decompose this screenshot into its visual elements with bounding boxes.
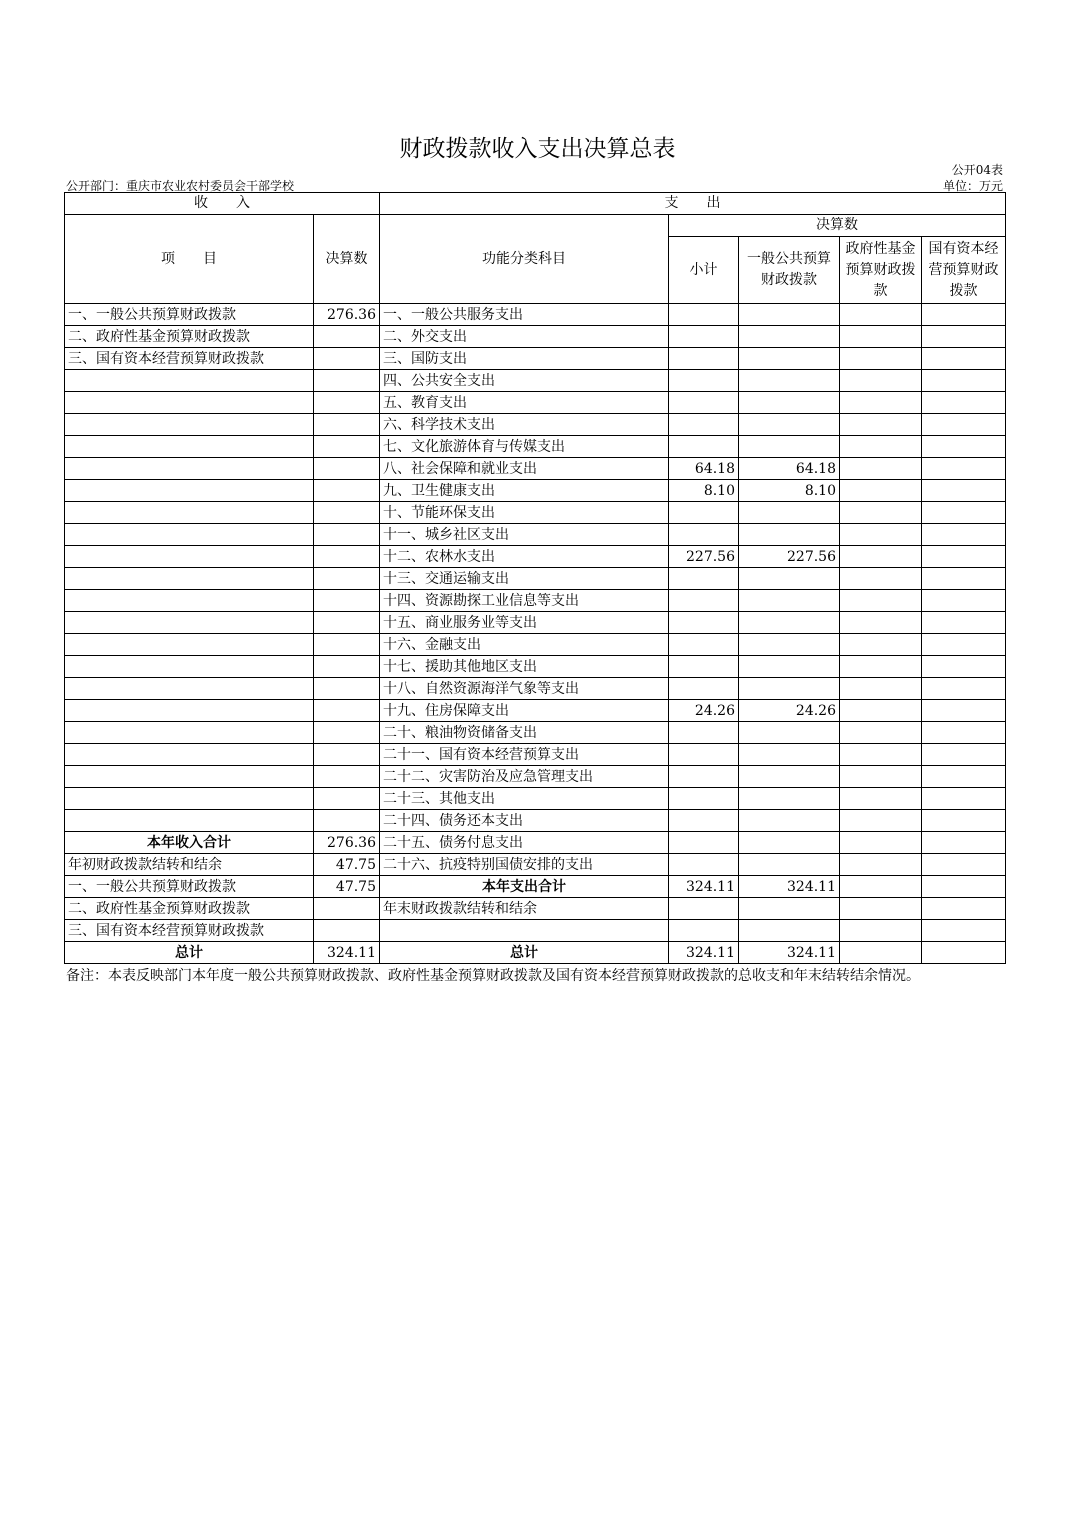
subtotal-cell <box>669 414 739 436</box>
income-amount-cell <box>314 722 380 744</box>
general-budget-cell <box>739 920 840 942</box>
income-amount-cell: 276.36 <box>314 832 380 854</box>
general-budget-cell: 24.26 <box>739 700 840 722</box>
state-capital-cell <box>922 656 1006 678</box>
income-amount-cell <box>314 392 380 414</box>
subtotal-cell <box>669 502 739 524</box>
general-budget-cell: 324.11 <box>739 876 840 898</box>
table-row <box>65 392 1006 414</box>
state-capital-cell <box>922 392 1006 414</box>
state-capital-cell <box>922 546 1006 568</box>
gov-fund-cell <box>840 832 922 854</box>
income-amount-cell <box>314 524 380 546</box>
expense-item-cell: 六、科学技术支出 <box>380 414 669 436</box>
state-capital-cell <box>922 678 1006 700</box>
subtotal-cell <box>669 898 739 920</box>
gov-fund-cell <box>840 700 922 722</box>
subtotal-cell <box>669 436 739 458</box>
general-budget-cell <box>739 436 840 458</box>
general-budget-cell <box>739 810 840 832</box>
gov-fund-cell <box>840 546 922 568</box>
income-item-cell <box>65 370 314 392</box>
state-capital-cell <box>922 876 1006 898</box>
expense-header: 支 出 <box>380 193 1006 215</box>
gov-fund-cell <box>840 568 922 590</box>
state-capital-cell <box>922 348 1006 370</box>
table-row <box>65 700 1006 722</box>
general-budget-cell <box>739 304 840 326</box>
page-title: 财政拨款收入支出决算总表 <box>399 136 676 162</box>
table-row <box>65 458 1006 480</box>
income-amount-cell <box>314 634 380 656</box>
table-row <box>65 502 1006 524</box>
subtotal-cell <box>669 370 739 392</box>
general-budget-cell <box>739 590 840 612</box>
gov-fund-cell <box>840 458 922 480</box>
table-row <box>65 722 1006 744</box>
income-amount-cell <box>314 898 380 920</box>
expense-item-cell: 十、节能环保支出 <box>380 502 669 524</box>
general-budget-cell <box>739 832 840 854</box>
state-capital-cell <box>922 414 1006 436</box>
income-item-cell <box>65 634 314 656</box>
budget-table <box>64 192 1006 964</box>
general-budget-cell: 64.18 <box>739 458 840 480</box>
income-header: 收 入 <box>65 193 380 215</box>
general-budget-cell <box>739 766 840 788</box>
subtotal-cell <box>669 392 739 414</box>
state-capital-cell <box>922 370 1006 392</box>
expense-item-cell: 十一、城乡社区支出 <box>380 524 669 546</box>
expense-item-cell: 五、教育支出 <box>380 392 669 414</box>
income-item-cell: 三、国有资本经营预算财政拨款 <box>65 920 314 942</box>
state-capital-cell <box>922 480 1006 502</box>
income-amount-cell: 324.11 <box>314 942 380 964</box>
state-capital-cell <box>922 568 1006 590</box>
income-item-cell <box>65 524 314 546</box>
gov-fund-cell <box>840 348 922 370</box>
table-row <box>65 854 1006 876</box>
income-amount-cell <box>314 656 380 678</box>
subtotal-cell <box>669 634 739 656</box>
state-capital-cell <box>922 700 1006 722</box>
table-row <box>65 436 1006 458</box>
gov-fund-cell <box>840 304 922 326</box>
income-amount-cell <box>314 436 380 458</box>
table-row <box>65 568 1006 590</box>
table-row <box>65 788 1006 810</box>
form-number: 公开04表 <box>951 163 1003 177</box>
income-item-cell <box>65 414 314 436</box>
expense-item-cell: 二十六、抗疫特别国债安排的支出 <box>380 854 669 876</box>
income-item-cell <box>65 700 314 722</box>
general-budget-header: 一般公共预算财政拨款 <box>739 237 840 304</box>
gov-fund-cell <box>840 524 922 546</box>
table-row <box>65 414 1006 436</box>
subtotal-cell <box>669 524 739 546</box>
state-capital-cell <box>922 722 1006 744</box>
state-capital-cell <box>922 524 1006 546</box>
table-row <box>65 634 1006 656</box>
gov-fund-cell <box>840 656 922 678</box>
table-row <box>65 590 1006 612</box>
expense-item-cell: 十九、住房保障支出 <box>380 700 669 722</box>
gov-fund-cell <box>840 678 922 700</box>
general-budget-cell <box>739 854 840 876</box>
subtotal-cell <box>669 810 739 832</box>
expense-item-cell: 二十五、债务付息支出 <box>380 832 669 854</box>
table-row <box>65 348 1006 370</box>
gov-fund-cell <box>840 810 922 832</box>
income-amount-cell <box>314 678 380 700</box>
income-amount-cell <box>314 568 380 590</box>
expense-item-cell: 十六、金融支出 <box>380 634 669 656</box>
gov-fund-cell <box>840 942 922 964</box>
subtotal-cell <box>669 788 739 810</box>
gov-fund-cell <box>840 392 922 414</box>
general-budget-cell <box>739 370 840 392</box>
gov-fund-cell <box>840 920 922 942</box>
table-row <box>65 942 1006 964</box>
gov-fund-cell <box>840 502 922 524</box>
table-row <box>65 832 1006 854</box>
income-amount-cell <box>314 744 380 766</box>
state-capital-cell <box>922 744 1006 766</box>
subtotal-cell <box>669 568 739 590</box>
state-capital-cell <box>922 832 1006 854</box>
general-budget-cell <box>739 502 840 524</box>
gov-fund-cell <box>840 766 922 788</box>
income-item-cell <box>65 678 314 700</box>
state-capital-cell <box>922 612 1006 634</box>
income-item-cell <box>65 392 314 414</box>
item-header: 项 目 <box>65 215 314 304</box>
state-capital-cell <box>922 590 1006 612</box>
gov-fund-cell <box>840 634 922 656</box>
income-amount-cell <box>314 326 380 348</box>
table-row <box>65 744 1006 766</box>
income-item-cell: 二、政府性基金预算财政拨款 <box>65 898 314 920</box>
subtotal-cell <box>669 678 739 700</box>
subtotal-cell <box>669 590 739 612</box>
expense-item-cell: 十八、自然资源海洋气象等支出 <box>380 678 669 700</box>
state-capital-cell <box>922 304 1006 326</box>
general-budget-cell <box>739 414 840 436</box>
income-item-cell <box>65 612 314 634</box>
amount-header: 决算数 <box>314 215 380 304</box>
expense-item-cell: 二十二、灾害防治及应急管理支出 <box>380 766 669 788</box>
income-amount-cell <box>314 920 380 942</box>
state-capital-cell <box>922 788 1006 810</box>
state-capital-cell <box>922 898 1006 920</box>
subtotal-cell <box>669 612 739 634</box>
income-amount-cell <box>314 766 380 788</box>
income-item-cell <box>65 502 314 524</box>
state-capital-cell <box>922 436 1006 458</box>
general-budget-cell: 227.56 <box>739 546 840 568</box>
income-amount-cell <box>314 590 380 612</box>
income-amount-cell <box>314 788 380 810</box>
gov-fund-cell <box>840 480 922 502</box>
table-row <box>65 524 1006 546</box>
subtotal-cell <box>669 326 739 348</box>
income-item-cell: 本年收入合计 <box>65 832 314 854</box>
gov-fund-cell <box>840 370 922 392</box>
income-item-cell <box>65 788 314 810</box>
income-amount-cell <box>314 612 380 634</box>
general-budget-cell <box>739 524 840 546</box>
table-row <box>65 766 1006 788</box>
table-row <box>65 898 1006 920</box>
gov-fund-cell <box>840 590 922 612</box>
expense-item-cell: 八、社会保障和就业支出 <box>380 458 669 480</box>
general-budget-cell <box>739 788 840 810</box>
general-budget-cell <box>739 568 840 590</box>
income-amount-cell <box>314 458 380 480</box>
general-budget-cell <box>739 392 840 414</box>
income-amount-cell <box>314 414 380 436</box>
gov-fund-header: 政府性基金预算财政拨款 <box>840 237 922 304</box>
expense-item-cell: 二、外交支出 <box>380 326 669 348</box>
subtotal-cell <box>669 920 739 942</box>
subtotal-header: 小计 <box>669 237 739 304</box>
general-budget-cell: 8.10 <box>739 480 840 502</box>
table-row <box>65 810 1006 832</box>
expense-item-cell: 十五、商业服务业等支出 <box>380 612 669 634</box>
income-item-cell: 年初财政拨款结转和结余 <box>65 854 314 876</box>
table-row <box>65 678 1006 700</box>
income-item-cell: 三、国有资本经营预算财政拨款 <box>65 348 314 370</box>
final-amount-header: 决算数 <box>669 215 1006 237</box>
expense-item-cell: 四、公共安全支出 <box>380 370 669 392</box>
subtotal-cell <box>669 832 739 854</box>
expense-item-cell: 九、卫生健康支出 <box>380 480 669 502</box>
income-amount-cell <box>314 700 380 722</box>
income-item-cell <box>65 766 314 788</box>
state-capital-cell <box>922 326 1006 348</box>
income-item-cell <box>65 722 314 744</box>
income-amount-cell <box>314 810 380 832</box>
gov-fund-cell <box>840 722 922 744</box>
subtotal-cell: 227.56 <box>669 546 739 568</box>
income-amount-cell <box>314 546 380 568</box>
general-budget-cell: 324.11 <box>739 942 840 964</box>
income-item-cell <box>65 546 314 568</box>
unit-label: 单位：万元 <box>942 179 1003 193</box>
income-item-cell <box>65 744 314 766</box>
subtotal-cell <box>669 722 739 744</box>
income-amount-cell: 47.75 <box>314 876 380 898</box>
expense-item-cell: 一、一般公共服务支出 <box>380 304 669 326</box>
general-budget-cell <box>739 612 840 634</box>
gov-fund-cell <box>840 326 922 348</box>
subtotal-cell: 24.26 <box>669 700 739 722</box>
gov-fund-cell <box>840 612 922 634</box>
expense-item-cell: 年末财政拨款结转和结余 <box>380 898 669 920</box>
general-budget-cell <box>739 678 840 700</box>
general-budget-cell <box>739 898 840 920</box>
income-item-cell <box>65 568 314 590</box>
income-amount-cell: 47.75 <box>314 854 380 876</box>
income-amount-cell <box>314 480 380 502</box>
subtotal-cell <box>669 304 739 326</box>
gov-fund-cell <box>840 744 922 766</box>
income-item-cell: 一、一般公共预算财政拨款 <box>65 876 314 898</box>
table-row <box>65 876 1006 898</box>
subtotal-cell <box>669 854 739 876</box>
table-row <box>65 370 1006 392</box>
state-capital-cell <box>922 634 1006 656</box>
income-item-cell: 二、政府性基金预算财政拨款 <box>65 326 314 348</box>
table-row <box>65 326 1006 348</box>
state-capital-cell <box>922 920 1006 942</box>
gov-fund-cell <box>840 854 922 876</box>
income-item-cell <box>65 810 314 832</box>
expense-item-cell: 十四、资源勘探工业信息等支出 <box>380 590 669 612</box>
income-item-cell <box>65 436 314 458</box>
gov-fund-cell <box>840 898 922 920</box>
subtotal-cell <box>669 348 739 370</box>
income-item-cell: 一、一般公共预算财政拨款 <box>65 304 314 326</box>
expense-item-cell: 二十、粮油物资储备支出 <box>380 722 669 744</box>
table-row <box>65 656 1006 678</box>
table-row <box>65 480 1006 502</box>
state-capital-cell <box>922 458 1006 480</box>
state-capital-cell <box>922 854 1006 876</box>
department-label: 公开部门：重庆市农业农村委员会干部学校 <box>66 179 295 193</box>
state-capital-cell <box>922 810 1006 832</box>
subtotal-cell <box>669 766 739 788</box>
subtotal-cell: 324.11 <box>669 942 739 964</box>
general-budget-cell <box>739 722 840 744</box>
gov-fund-cell <box>840 876 922 898</box>
gov-fund-cell <box>840 788 922 810</box>
general-budget-cell <box>739 348 840 370</box>
gov-fund-cell <box>840 436 922 458</box>
expense-item-cell: 二十三、其他支出 <box>380 788 669 810</box>
state-capital-cell <box>922 502 1006 524</box>
income-item-cell <box>65 458 314 480</box>
income-item-cell <box>65 480 314 502</box>
income-amount-cell: 276.36 <box>314 304 380 326</box>
expense-item-cell: 二十四、债务还本支出 <box>380 810 669 832</box>
state-capital-header: 国有资本经营预算财政拨款 <box>922 237 1006 304</box>
table-row <box>65 304 1006 326</box>
expense-item-cell <box>380 920 669 942</box>
expense-item-cell: 十三、交通运输支出 <box>380 568 669 590</box>
general-budget-cell <box>739 744 840 766</box>
income-item-cell <box>65 590 314 612</box>
footnote: 备注：本表反映部门本年度一般公共预算财政拨款、政府性基金预算财政拨款及国有资本经营预算财政拨款的总收支和年末结转结余情况。 <box>66 968 920 984</box>
expense-item-cell: 二十一、国有资本经营预算支出 <box>380 744 669 766</box>
table-body <box>65 304 1006 964</box>
func-subject-header: 功能分类科目 <box>380 215 669 304</box>
expense-item-cell: 十七、援助其他地区支出 <box>380 656 669 678</box>
table-row <box>65 546 1006 568</box>
subtotal-cell <box>669 656 739 678</box>
income-amount-cell <box>314 370 380 392</box>
subtotal-cell: 8.10 <box>669 480 739 502</box>
general-budget-cell <box>739 326 840 348</box>
income-amount-cell <box>314 502 380 524</box>
general-budget-cell <box>739 634 840 656</box>
expense-item-cell: 七、文化旅游体育与传媒支出 <box>380 436 669 458</box>
table-row <box>65 920 1006 942</box>
subtotal-cell <box>669 744 739 766</box>
subtotal-cell: 64.18 <box>669 458 739 480</box>
income-item-cell <box>65 656 314 678</box>
expense-item-cell: 三、国防支出 <box>380 348 669 370</box>
expense-item-cell: 本年支出合计 <box>380 876 669 898</box>
table-row <box>65 612 1006 634</box>
state-capital-cell <box>922 942 1006 964</box>
income-amount-cell <box>314 348 380 370</box>
gov-fund-cell <box>840 414 922 436</box>
general-budget-cell <box>739 656 840 678</box>
subtotal-cell: 324.11 <box>669 876 739 898</box>
expense-item-cell: 总计 <box>380 942 669 964</box>
income-item-cell: 总计 <box>65 942 314 964</box>
expense-item-cell: 十二、农林水支出 <box>380 546 669 568</box>
state-capital-cell <box>922 766 1006 788</box>
